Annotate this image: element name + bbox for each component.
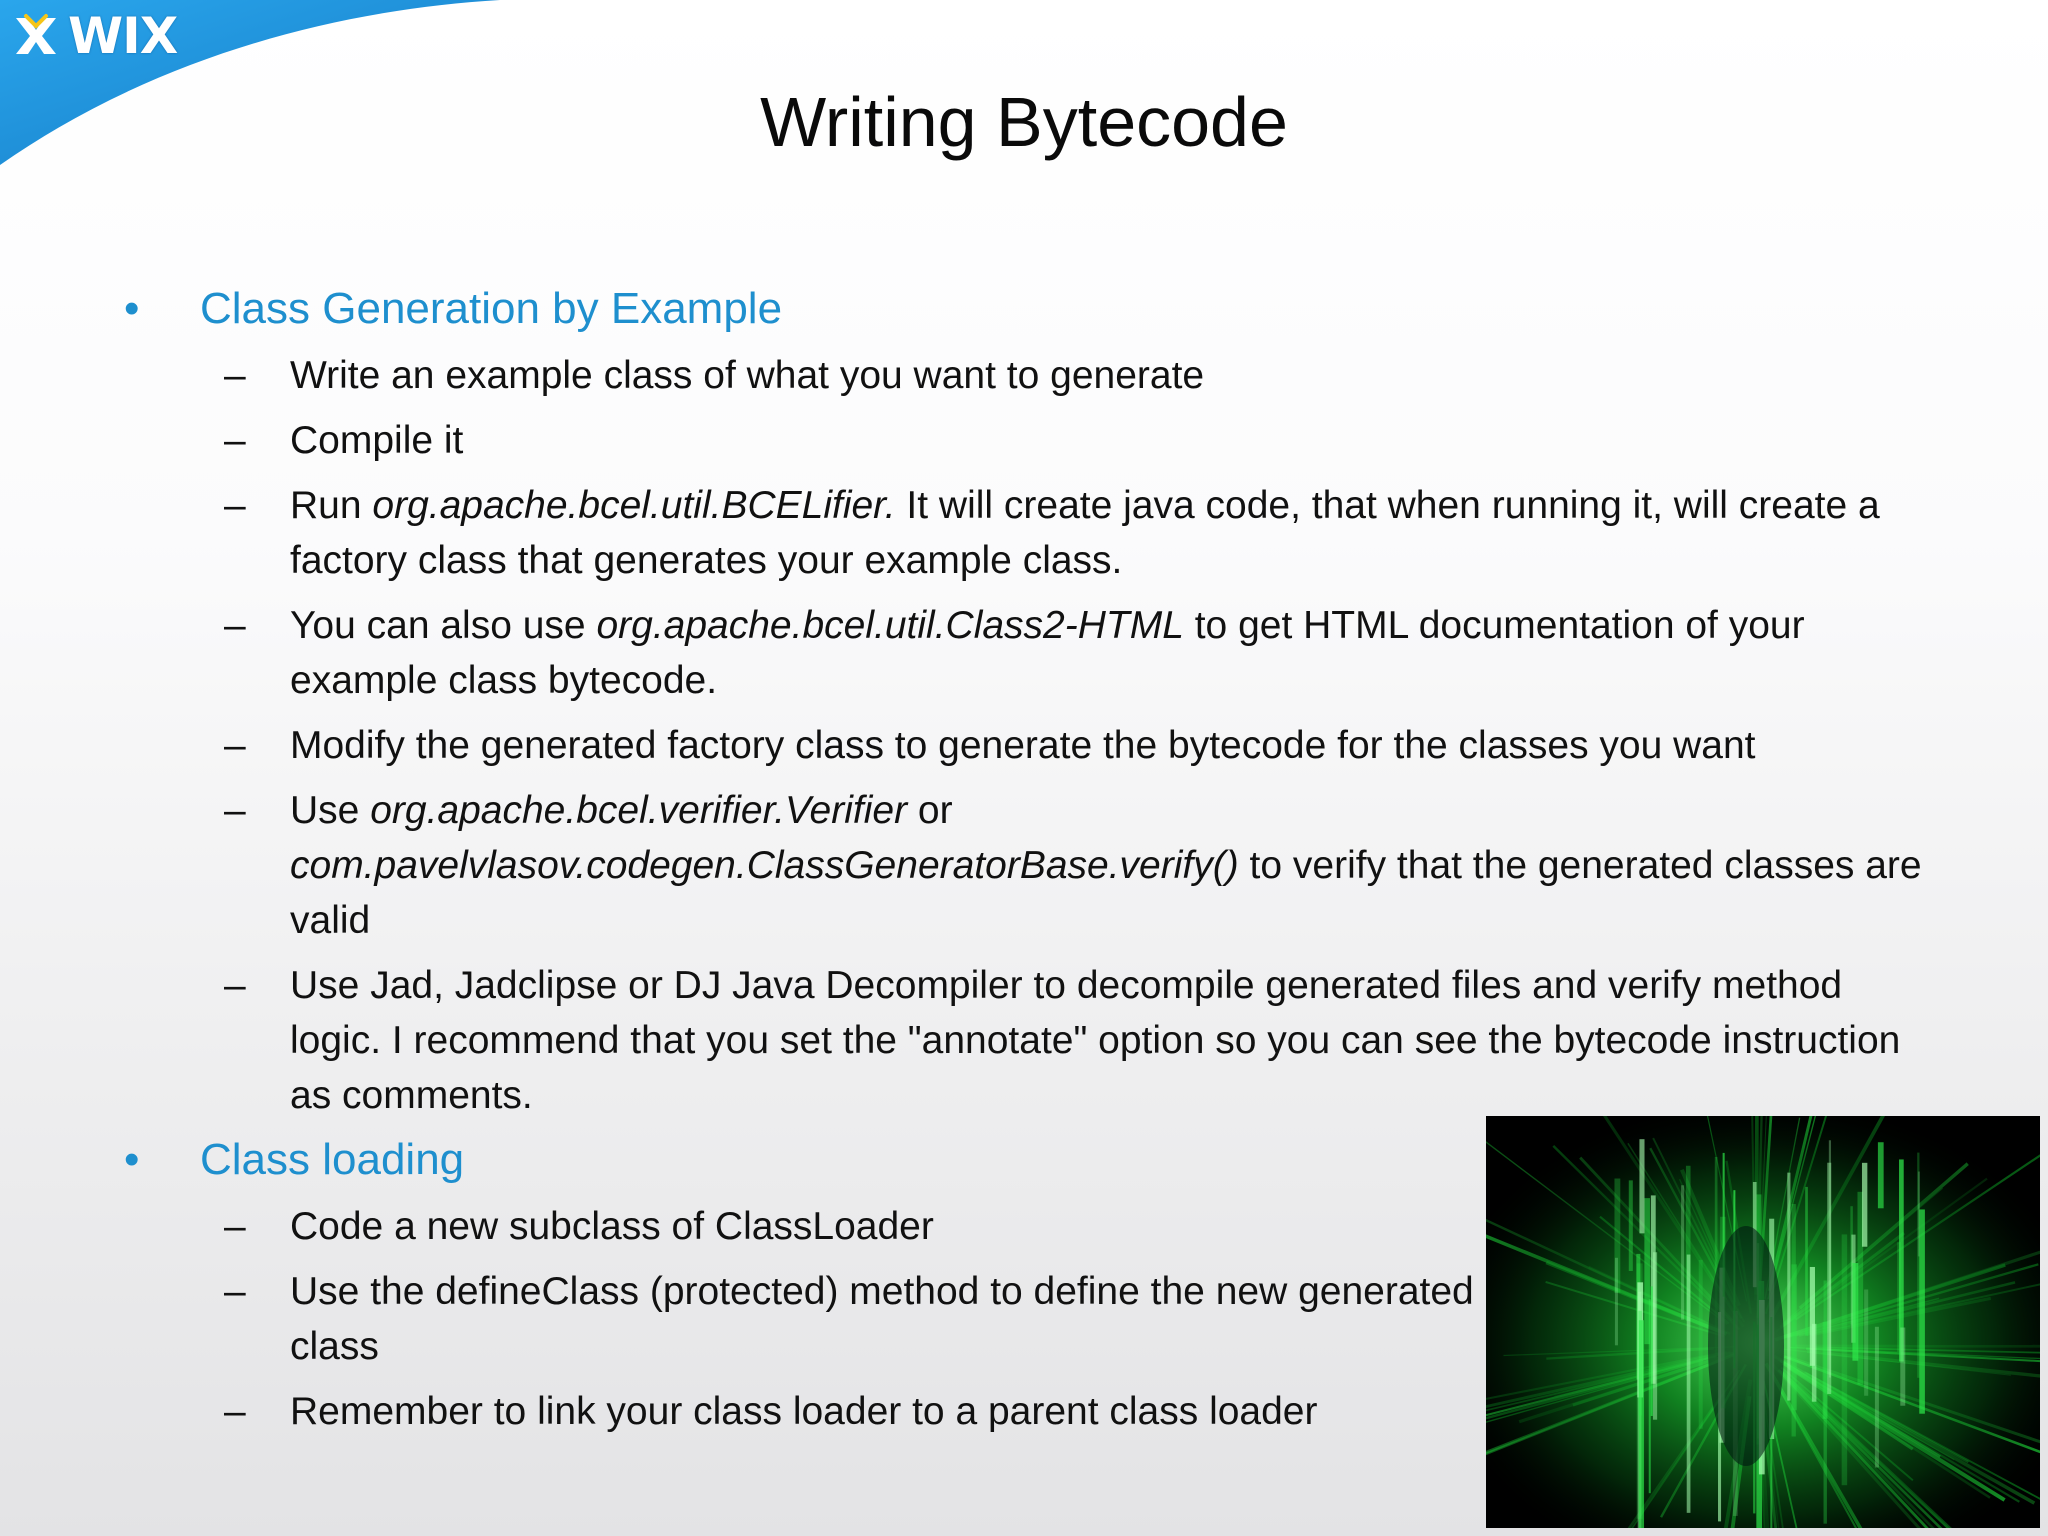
class-name: org.apache.bcel.util.BCELifier. — [372, 484, 896, 527]
code-column — [1875, 1327, 1879, 1468]
code-column — [1639, 1320, 1644, 1528]
code-column — [1878, 1142, 1884, 1208]
code-column — [1687, 1255, 1691, 1513]
code-column — [1805, 1187, 1808, 1336]
code-column — [1852, 1263, 1858, 1361]
code-column — [1615, 1258, 1618, 1346]
class-name: com.pavelvlasov.codegen.ClassGeneratorBase.verify() — [290, 844, 1239, 887]
list-item: – You can also use org.apache.bcel.util.Class2-HTML to get HTML documentation of your example class bytecode. — [120, 598, 1940, 708]
list-item: – Remember to link your class loader to a parent class loader — [120, 1384, 1580, 1439]
code-column — [1812, 1324, 1817, 1402]
section-class-generation — [120, 282, 1940, 336]
code-column — [1792, 1204, 1796, 1436]
code-column — [1653, 1252, 1657, 1419]
wix-x-icon — [12, 12, 60, 60]
slide-title: Writing Bytecode — [760, 83, 1288, 161]
list-item: – Write an example class of what you want to generate — [120, 348, 1940, 403]
code-column — [1639, 1139, 1644, 1233]
list-item: – Code a new subclass of ClassLoader — [120, 1199, 1580, 1254]
list-item: – Use the defineClass (protected) method to define the new generated class — [120, 1264, 1490, 1374]
list-item: – Run org.apache.bcel.util.BCELifier. It will create java code, that when running it, will create a factory class that generates your example class. — [120, 478, 1940, 588]
green-matrix-code-image — [1486, 1116, 2040, 1528]
code-column — [1699, 1260, 1703, 1429]
logo-text: WIX — [68, 7, 178, 65]
code-column — [1862, 1163, 1867, 1247]
code-column — [1919, 1209, 1925, 1413]
code-column — [1651, 1286, 1653, 1416]
code-column — [1681, 1185, 1684, 1319]
code-column — [1842, 1234, 1848, 1485]
sub-list — [120, 348, 1940, 1123]
class-name: org.apache.bcel.util.Class2-HTML — [596, 604, 1184, 647]
code-column — [1629, 1180, 1633, 1271]
code-column — [1900, 1328, 1905, 1406]
list-item: – Use org.apache.bcel.verifier.Verifier or com.pavelvlasov.codegen.ClassGeneratorBase.verify() to verify that the generated classes are valid — [120, 783, 1940, 948]
code-column — [1824, 1280, 1827, 1523]
wix-logo — [12, 6, 192, 66]
class-name: org.apache.bcel.verifier.Verifier — [370, 789, 908, 832]
list-item: – Use Jad, Jadclipse or DJ Java Decompiler to decompile generated files and verify method logic. I recommend that you set the "annotate" option so you can see the bytecode instruction as comments. — [120, 958, 1940, 1123]
code-column — [1787, 1173, 1790, 1401]
code-column — [1644, 1198, 1650, 1344]
code-column — [1864, 1290, 1868, 1396]
code-column — [1829, 1140, 1831, 1377]
bullet-heading: • Class Generation by Example — [120, 282, 1940, 336]
matrix-image-drawing — [1486, 1116, 2040, 1528]
list-item: – Modify the generated factory class to generate the bytecode for the classes you want — [120, 718, 1940, 773]
bullet-heading: • Class loading — [120, 1133, 1940, 1187]
list-item: – Compile it — [120, 413, 1940, 468]
